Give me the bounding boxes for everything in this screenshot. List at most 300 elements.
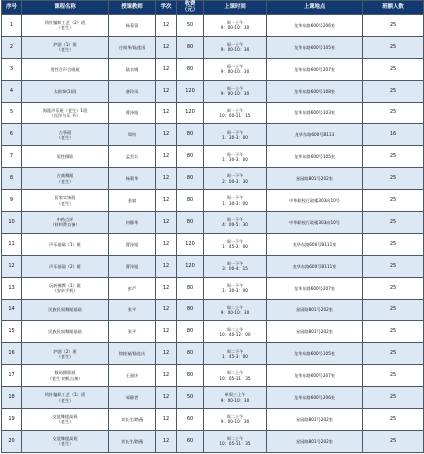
cell-no	[2, 168, 22, 190]
cell-course-name-text: 数码摄影班	[54, 370, 76, 376]
course-table-container	[1, 0, 404, 454]
cell-teacher-text: 杨莉华	[125, 176, 139, 182]
cell-course-name-text: 沪剧（2）班	[53, 348, 77, 354]
cell-count	[363, 212, 424, 234]
cell-course-name	[22, 190, 109, 212]
cell-periods	[156, 15, 177, 37]
cell-course-name-text: 声乐基础（2）班	[49, 263, 81, 269]
cell-course-name	[22, 299, 109, 321]
cell-course-name-text: （老生 初机自备）	[47, 375, 83, 381]
cell-time-text: 周一下午	[226, 151, 244, 157]
cell-place-text: 星园路801号202室	[296, 307, 333, 313]
cell-fee	[177, 277, 204, 299]
cell-place-text: 龙华东路600号206室	[293, 22, 336, 28]
cell-teacher-text: 彭严	[127, 285, 137, 291]
cell-time	[204, 255, 267, 277]
course-schedule-table	[1, 0, 424, 453]
cell-count	[363, 80, 424, 102]
cell-course-name-text: 钩针编织工艺（2）班	[44, 20, 86, 26]
header-teacher: 授课教师	[109, 1, 156, 15]
cell-course-name-text: （老生）	[56, 397, 74, 403]
cell-count	[363, 321, 424, 343]
table-row	[2, 277, 424, 299]
cell-place	[267, 80, 363, 102]
cell-course-name-text: 交谊舞提高班	[52, 436, 78, 442]
cell-time-text: 3：00-4：15	[222, 266, 248, 272]
cell-time-text: 9：00-10：30	[220, 397, 250, 403]
cell-fee-text: 80	[186, 65, 194, 72]
cell-place	[267, 102, 363, 124]
cell-time-text: 单周三上午	[224, 392, 246, 398]
cell-no-text: 3	[9, 65, 14, 72]
cell-fee	[177, 409, 204, 431]
cell-count	[363, 15, 424, 37]
header-no: 序号	[2, 1, 22, 15]
cell-time	[204, 365, 267, 387]
cell-time-text: 10：05-11：35	[219, 441, 251, 447]
cell-place	[267, 387, 363, 409]
cell-no-text: 20	[8, 437, 15, 444]
cell-place-text: 星园路801号202室	[296, 416, 333, 422]
cell-teacher-text: 杨蓉蓉	[125, 22, 139, 28]
cell-count-text: 25	[389, 306, 397, 313]
header-time: 上课时间	[204, 1, 267, 15]
cell-count-text: 25	[389, 437, 397, 444]
cell-no	[2, 277, 22, 299]
cell-time	[204, 343, 267, 365]
cell-place	[267, 124, 363, 146]
cell-fee-text: 80	[186, 306, 194, 313]
cell-fee	[177, 36, 204, 58]
cell-time	[204, 190, 267, 212]
cell-teacher	[109, 212, 156, 234]
cell-place	[267, 255, 363, 277]
cell-course-name	[22, 365, 109, 387]
cell-teacher	[109, 409, 156, 431]
cell-count	[363, 387, 424, 409]
cell-time-text: 9：00-10：30	[220, 25, 250, 31]
cell-teacher-text: 刘长生/路薇	[120, 416, 144, 422]
cell-fee	[177, 255, 204, 277]
cell-time-text: 周一下午	[226, 217, 244, 223]
cell-no-text: 5	[9, 109, 14, 116]
table-row	[2, 387, 424, 409]
cell-time	[204, 58, 267, 80]
cell-periods	[156, 321, 177, 343]
cell-no	[2, 58, 22, 80]
header-row	[2, 1, 424, 15]
cell-no	[2, 409, 22, 431]
cell-place-text: 中华职校行政楼303向10号	[288, 197, 340, 203]
cell-teacher	[109, 299, 156, 321]
cell-teacher	[109, 124, 156, 146]
cell-place-text: 龙华东路600号B111室	[292, 241, 337, 247]
cell-count	[363, 409, 424, 431]
cell-periods	[156, 124, 177, 146]
cell-fee-text: 80	[186, 196, 194, 203]
cell-periods	[156, 409, 177, 431]
cell-course-name-text: 男性合声合唱班	[50, 66, 80, 72]
cell-teacher	[109, 233, 156, 255]
cell-course-name	[22, 212, 109, 234]
cell-place-text: 龙华东路600号108室	[293, 88, 336, 94]
cell-no	[2, 299, 22, 321]
cell-count-text: 25	[389, 43, 397, 50]
cell-teacher	[109, 321, 156, 343]
cell-fee	[177, 124, 204, 146]
cell-fee-text: 80	[186, 175, 194, 182]
cell-periods-text: 12	[162, 218, 170, 225]
cell-fee-text: 80	[186, 153, 194, 160]
cell-no-text: 7	[9, 153, 14, 160]
cell-count-text: 25	[389, 415, 397, 422]
table-body	[2, 15, 424, 453]
cell-periods-text: 12	[162, 393, 170, 400]
cell-time	[204, 80, 267, 102]
cell-time	[204, 430, 267, 452]
cell-course-name	[22, 36, 109, 58]
cell-count	[363, 233, 424, 255]
cell-teacher	[109, 36, 156, 58]
cell-course-name	[22, 321, 109, 343]
cell-teacher	[109, 277, 156, 299]
cell-periods	[156, 430, 177, 452]
cell-time	[204, 299, 267, 321]
cell-teacher-text: 陆衣钢	[125, 66, 139, 72]
cell-count	[363, 255, 424, 277]
cell-place-text: 星园路801号202室	[296, 438, 333, 444]
cell-fee-text: 80	[186, 284, 194, 291]
cell-periods-text: 12	[162, 437, 170, 444]
cell-time-text: 9：00-10：30	[220, 91, 250, 97]
cell-time-text: 9：00-10：30	[220, 47, 250, 53]
cell-count-text: 25	[389, 328, 397, 335]
cell-course-name	[22, 387, 109, 409]
cell-course-name-text: 沪剧（1）班	[53, 42, 77, 48]
cell-count	[363, 343, 424, 365]
cell-count	[363, 299, 424, 321]
cell-teacher-text: 郑钧	[127, 132, 137, 138]
cell-course-name	[22, 146, 109, 168]
cell-time-text: 周一下午	[226, 239, 244, 245]
cell-time-text: 周二上午	[226, 304, 244, 310]
cell-place-text: 星园路801号202室	[296, 176, 333, 182]
cell-no	[2, 36, 22, 58]
cell-time	[204, 277, 267, 299]
cell-time	[204, 102, 267, 124]
cell-course-name-text: （老生）	[56, 134, 74, 140]
cell-course-name-text: （老生）	[56, 178, 74, 184]
cell-place-text: 龙华东路600号207室	[293, 66, 336, 72]
cell-teacher	[109, 102, 156, 124]
cell-course-name-text: 太极拳(1)班	[53, 88, 77, 94]
cell-course-name	[22, 277, 109, 299]
cell-fee	[177, 80, 204, 102]
cell-course-name-text: （老生）	[56, 47, 74, 53]
table-row	[2, 124, 424, 146]
cell-no-text: 11	[8, 240, 15, 247]
cell-fee	[177, 233, 204, 255]
cell-place	[267, 430, 363, 452]
cell-periods	[156, 387, 177, 409]
cell-periods-text: 12	[162, 240, 170, 247]
cell-no-text: 17	[8, 372, 15, 379]
cell-time	[204, 15, 267, 37]
cell-count	[363, 58, 424, 80]
table-row	[2, 36, 424, 58]
cell-course-name-text: 声乐基础（1）班	[49, 241, 81, 247]
cell-no-text: 4	[9, 87, 14, 94]
cell-teacher-text: 曹泽旭	[125, 110, 139, 116]
cell-time-text: 1：45-3：00	[222, 244, 248, 250]
cell-course-name-text: 古筝班	[58, 129, 72, 135]
cell-course-name-text: 民族民间舞蹈基础	[48, 307, 82, 313]
cell-time	[204, 321, 267, 343]
cell-course-name	[22, 409, 109, 431]
cell-teacher	[109, 168, 156, 190]
cell-periods	[156, 343, 177, 365]
cell-time-text: 周一下午	[226, 195, 244, 201]
cell-place-text: 龙华东路600号207室	[293, 373, 336, 379]
cell-no	[2, 365, 22, 387]
cell-no-text: 1	[9, 21, 14, 28]
cell-periods-text: 12	[162, 175, 170, 182]
cell-time-text: 9：00-10：30	[220, 419, 250, 425]
cell-periods-text: 12	[162, 328, 170, 335]
cell-time-text: 周二上午	[226, 326, 244, 332]
header-course-name: 课程名称	[22, 1, 109, 15]
cell-fee-text: 80	[186, 328, 194, 335]
cell-place	[267, 15, 363, 37]
cell-teacher	[109, 146, 156, 168]
cell-periods	[156, 146, 177, 168]
cell-place-text: 星园路801号202室	[296, 329, 333, 335]
cell-count	[363, 190, 424, 212]
cell-teacher	[109, 255, 156, 277]
cell-time-text: 周一上午	[226, 85, 244, 91]
cell-time-text: 周一下午	[226, 129, 244, 135]
cell-no	[2, 190, 22, 212]
cell-time-text: 周二上午	[226, 436, 244, 442]
cell-course-name-text: 男性摄影	[56, 154, 74, 160]
cell-count	[363, 36, 424, 58]
cell-fee-text: 80	[186, 372, 194, 379]
cell-count	[363, 168, 424, 190]
cell-no-text: 2	[9, 43, 14, 50]
cell-place-text: 中华职校行政楼303向10号	[288, 219, 340, 225]
cell-place	[267, 277, 363, 299]
cell-time-text: 周一下午	[226, 261, 244, 267]
cell-no	[2, 321, 22, 343]
cell-periods	[156, 233, 177, 255]
table-row	[2, 80, 424, 102]
cell-course-name-text: 古典舞蹈	[56, 173, 74, 179]
cell-no-text: 8	[9, 175, 14, 182]
cell-count-text: 25	[389, 175, 397, 182]
cell-fee	[177, 343, 204, 365]
cell-periods	[156, 299, 177, 321]
cell-no-text: 16	[8, 350, 15, 357]
cell-count-text: 25	[389, 218, 397, 225]
cell-time	[204, 168, 267, 190]
cell-fee-text: 60	[186, 437, 194, 444]
cell-course-name-text: 居家实饰班	[54, 195, 76, 201]
cell-teacher-text: 徐桂禄/陆连庆	[118, 351, 146, 357]
cell-place-text: 龙华东路600号207室	[293, 285, 336, 291]
cell-place	[267, 409, 363, 431]
cell-teacher-text: 邹静者	[125, 394, 139, 400]
cell-teacher-text: 孟会兵	[125, 154, 139, 160]
cell-no	[2, 80, 22, 102]
cell-place-text: 龙华东路600号105室	[293, 351, 336, 357]
cell-time	[204, 212, 267, 234]
cell-no	[2, 343, 22, 365]
cell-course-name-text: 钩针编织工艺（1）班	[44, 392, 86, 398]
cell-place	[267, 212, 363, 234]
header-place: 上课地点	[267, 1, 363, 15]
cell-periods	[156, 212, 177, 234]
cell-periods-text: 12	[162, 131, 170, 138]
cell-teacher	[109, 387, 156, 409]
cell-teacher-text: 张平	[127, 307, 137, 313]
cell-time-text: 10：05-11：35	[219, 375, 251, 381]
cell-teacher-text: 王丽庆	[125, 373, 139, 379]
cell-periods	[156, 58, 177, 80]
cell-count	[363, 102, 424, 124]
header-count: 班额人数	[363, 1, 424, 15]
cell-periods-text: 12	[162, 350, 170, 357]
cell-time-text: 1：30-3：00	[222, 288, 248, 294]
cell-fee-text: 50	[186, 21, 194, 28]
cell-no-text: 6	[9, 131, 14, 138]
cell-place	[267, 321, 363, 343]
cell-fee	[177, 365, 204, 387]
cell-course-name	[22, 168, 109, 190]
cell-place	[267, 168, 363, 190]
cell-time-text: 周一上午	[226, 20, 244, 26]
cell-fee-text: 50	[186, 393, 194, 400]
cell-fee	[177, 102, 204, 124]
cell-place	[267, 190, 363, 212]
cell-place-text: 龙华东路600号B111室	[292, 263, 337, 269]
cell-fee	[177, 321, 204, 343]
cell-course-name-text: （民评与乐 节）	[49, 113, 81, 118]
cell-no	[2, 146, 22, 168]
table-row	[2, 343, 424, 365]
cell-no-text: 12	[8, 262, 15, 269]
cell-no-text: 19	[8, 415, 15, 422]
cell-no-text: 14	[8, 306, 15, 313]
cell-course-name	[22, 80, 109, 102]
cell-count-text: 25	[389, 87, 397, 94]
cell-course-name	[22, 15, 109, 37]
cell-periods	[156, 277, 177, 299]
cell-periods-text: 12	[162, 21, 170, 28]
cell-time-text: 周一上午	[226, 107, 244, 113]
cell-time-text: 4：00-5：30	[222, 222, 248, 228]
cell-count-text: 25	[389, 372, 397, 379]
cell-fee-text: 80	[186, 350, 194, 357]
cell-time-text: 周二上午	[226, 414, 244, 420]
cell-fee	[177, 430, 204, 452]
table-row	[2, 321, 424, 343]
cell-time-text: 2：00-3：30	[222, 178, 248, 184]
cell-periods	[156, 102, 177, 124]
cell-time-text: 10：00-11：15	[219, 113, 251, 118]
cell-fee	[177, 168, 204, 190]
table-row	[2, 233, 424, 255]
cell-no	[2, 102, 22, 124]
cell-fee-text: 120	[185, 109, 195, 116]
cell-periods-text: 12	[162, 372, 170, 379]
cell-time-text: 9：00-10：30	[220, 69, 250, 75]
cell-count-text: 25	[389, 393, 397, 400]
cell-count-text: 25	[389, 240, 397, 247]
cell-no-text: 18	[8, 393, 15, 400]
cell-periods-text: 12	[162, 262, 170, 269]
cell-time-text: 周二上午	[226, 370, 244, 376]
cell-fee	[177, 146, 204, 168]
cell-periods	[156, 36, 177, 58]
cell-fee	[177, 387, 204, 409]
cell-course-name	[22, 343, 109, 365]
cell-course-name-text: 中药点评	[56, 217, 74, 223]
cell-place-text: 龙华东路600号105室	[293, 154, 336, 160]
cell-teacher-text: 刘长生/路薇	[120, 438, 144, 444]
cell-course-name	[22, 102, 109, 124]
cell-no	[2, 430, 22, 452]
cell-count-text: 25	[389, 262, 397, 269]
cell-periods-text: 12	[162, 415, 170, 422]
cell-teacher-text: 庄闻华/陆莲国	[118, 44, 146, 50]
cell-fee-text: 80	[186, 131, 194, 138]
table-row	[2, 299, 424, 321]
table-row	[2, 15, 424, 37]
table-row	[2, 212, 424, 234]
cell-teacher-text: 张平	[127, 329, 137, 335]
cell-fee	[177, 299, 204, 321]
cell-no	[2, 124, 22, 146]
table-row	[2, 365, 424, 387]
table-row	[2, 409, 424, 431]
cell-time	[204, 409, 267, 431]
cell-place-text: 龙华东路600号105室	[293, 44, 336, 50]
cell-periods-text: 12	[162, 43, 170, 50]
cell-time-text: 周一上午	[226, 64, 244, 70]
cell-periods	[156, 365, 177, 387]
cell-teacher-text: 金斌	[127, 197, 137, 203]
cell-course-name-text: （安卓手机）	[52, 288, 78, 294]
cell-periods-text: 12	[162, 306, 170, 313]
cell-time	[204, 146, 267, 168]
header-periods: 学次	[156, 1, 177, 15]
cell-place	[267, 233, 363, 255]
cell-place	[267, 365, 363, 387]
table-row	[2, 168, 424, 190]
cell-fee	[177, 15, 204, 37]
cell-time-text: 周一下午	[226, 173, 244, 179]
cell-count-text: 25	[389, 21, 397, 28]
cell-course-name-text: （老生）	[56, 419, 74, 425]
cell-count	[363, 430, 424, 452]
cell-course-name-text: （老生）	[56, 25, 74, 31]
cell-count-text: 25	[389, 284, 397, 291]
cell-course-name-text: 玩转佛教（1）班	[49, 282, 81, 288]
cell-place	[267, 58, 363, 80]
cell-periods-text: 12	[162, 153, 170, 160]
cell-no-text: 9	[9, 196, 14, 203]
cell-no	[2, 15, 22, 37]
